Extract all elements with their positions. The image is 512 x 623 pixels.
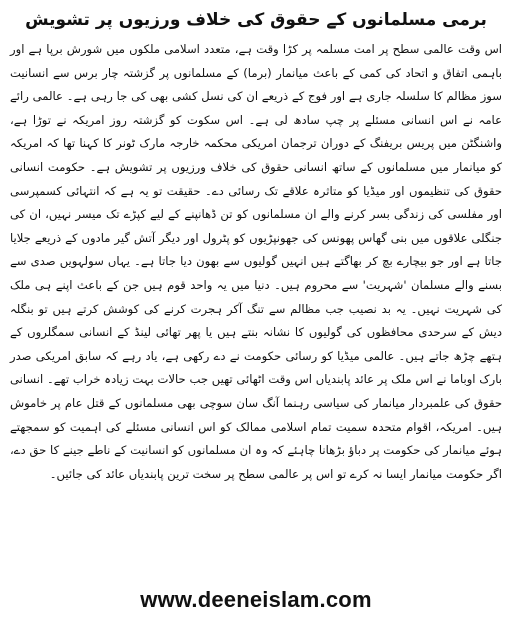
website-footer: www.deeneislam.com [140,587,372,612]
article-body [10,38,502,486]
article-paragraph: اس وقت عالمی سطح پر امت مسلمہ پر کڑا وقت ہے، متعدد اسلامی ملکوں میں شورش برپا ہے اور باہمی اتفاق و اتحاد کی کمی کے باعث میانمار (برما) کے مسلمانوں پر گزشتہ چار برس سے انسانیت سوز مظالم کا سلسلہ جاری ہے اور فوج کے ذریعے ان کی نسل کشی بھی کی جا رہی ہے۔ عالمی رائے عامہ نے اس انسانی مسئلے پر چپ سادھ لی ہے۔ اس سکوت کو گزشتہ روز امریکہ نے توڑا ہے، واشنگٹن میں پریس بریفنگ کے دوران ترجمان امریکی محکمہ خارجہ مارک ٹونر کا کہنا تھا کہ امریکہ کو میانمار میں مسلمانوں کے ساتھ انسانی حقوق کی خلاف ورزیوں پر تشویش ہے۔ حکومت انسانی حقوق کی تنظیموں اور میڈیا کو متاثرہ علاقے تک رسائی دے۔ حقیقت تو یہ ہے کہ انتہائی کسمپرسی اور مفلسی کی زندگی بسر کرنے والے ان مسلمانوں کو تن ڈھانپنے کے لیے کپڑے تک میسر نہیں، ان کی جنگلی علاقوں میں بنی گھاس پھونس کی جھونپڑیوں کو پٹرول اور دیگر آتش گیر مادوں کے ذریعے جلایا جاتا ہے اور جو بیچارے بچ کر بھاگتے ہیں انہیں گولیوں سے بھون دیا جاتا ہے۔ یہاں سولہویں صدی سے بسنے والے مسلمان 'شہریت' سے محروم ہیں۔ دنیا میں یہ واحد قوم ہیں جن کے باعث اپنے ہی ملک کی شہریت نہیں۔ یہ بد نصیب جب مظالم سے تنگ آکر ہجرت کرنے کی کوشش کرتے ہیں تو بنگلہ دیش کے سرحدی محافظوں کی گولیوں کا نشانہ بنتے ہیں یا پھر تھائی لینڈ کے انسانی سمگلروں کے ہتھے چڑھ جاتے ہیں۔ عالمی میڈیا کو رسائی حکومت نے دے رکھی ہے، یاد رہے کہ سابق امریکی صدر بارک اوباما نے اس ملک پر عائد پابندیاں اس وقت اٹھائی تھیں جب حالات بہت زیادہ خراب تھے۔ انسانی حقوق کی علمبردار میانمار کی سیاسی رہنما آنگ سان سوچی بھی مسلمانوں کے قتل عام پر خاموش ہیں۔ امریکہ، اقوام متحدہ سمیت تمام اسلامی ممالک کو اس انسانی مسئلے کی اہمیت کو سمجھتے ہوئے میانمار کی حکومت پر دباؤ بڑھانا چاہئے کہ وہ ان مسلمانوں کو انسانیت کے ناطے جینے کا حق دے، اگر حکومت میانمار ایسا نہ کرے تو اس پر عالمی سطح پر سخت ترین پابندیاں عائد کی جائیں۔ [10,42,502,481]
article-title: برمی مسلمانوں کے حقوق کی خلاف ورزیوں پر تشویش [25,10,487,30]
